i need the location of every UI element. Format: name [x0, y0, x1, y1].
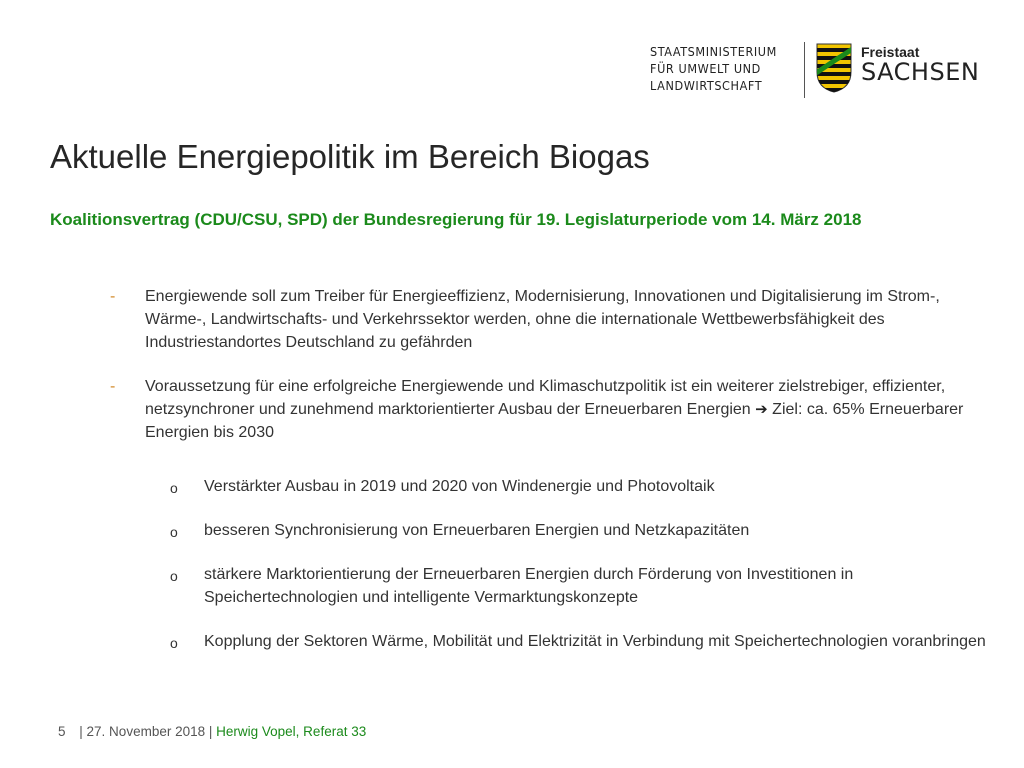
arrow-right-icon: ➔ — [755, 401, 768, 418]
sub-bullet-text: Kopplung der Sektoren Wärme, Mobilität und Elektrizität in Verbindung mit Speichertechnologien voranbringen — [204, 633, 986, 650]
ministry-line-1: STAATSMINISTERIUM — [650, 44, 777, 59]
state-name — [861, 42, 979, 84]
list-item — [170, 630, 1000, 653]
ministry-line-3: LANDWIRTSCHAFT — [650, 78, 763, 93]
footer-author: Herwig Vopel, Referat 33 — [216, 724, 367, 739]
bullet-list — [110, 285, 970, 465]
footer-date: | 27. November 2018 | — [79, 724, 213, 739]
header-logo — [650, 42, 979, 98]
list-item — [110, 375, 970, 444]
sub-bullet-text: besseren Synchronisierung von Erneuerbaren Energien und Netzkapazitäten — [204, 522, 750, 539]
sub-bullet-text: stärkere Marktorientierung der Erneuerbaren Energien durch Förderung von Investitionen in Speichertechnologien und intelligente Vermarktungskonzepte — [204, 566, 854, 606]
saxony-crest-icon — [815, 42, 853, 94]
state-large-label: SACHSEN — [861, 58, 980, 86]
subtitle: Koalitionsvertrag (CDU/CSU, SPD) der Bundesregierung für 19. Legislaturperiode vom 14. März 2018 — [50, 210, 862, 229]
page-number: 5 — [58, 724, 66, 739]
sub-bullet-marker: o — [170, 480, 178, 496]
bullet-text: Voraussetzung für eine erfolgreiche Energiewende und Klimaschutzpolitik ist ein weiterer zielstrebiger, effizienter, netzsynchroner und zunehmend marktorientierter Ausbau der Erneuerbaren Energien — [145, 378, 946, 418]
sub-bullet-marker: o — [170, 524, 178, 540]
ministry-name — [650, 42, 796, 94]
sub-bullet-list — [170, 475, 1000, 674]
ministry-line-2: FÜR UMWELT UND — [650, 61, 761, 76]
sub-bullet-text: Verstärkter Ausbau in 2019 und 2020 von Windenergie und Photovoltaik — [204, 478, 715, 495]
bullet-text: Energiewende soll zum Treiber für Energieeffizienz, Modernisierung, Innovationen und Digitalisierung im Strom-, Wärme-, Landwirtschafts- und Verkehrssektor werden, ohne die internationale Wettbewerbsfähigkeit des Industriestandortes Deutschland zu gefährden — [145, 288, 940, 351]
sub-bullet-marker: o — [170, 568, 178, 584]
page-title: Aktuelle Energiepolitik im Bereich Biogas — [50, 138, 650, 175]
list-item — [110, 285, 970, 354]
list-item — [170, 475, 1000, 498]
sub-bullet-marker: o — [170, 635, 178, 651]
bullet-marker: - — [110, 378, 116, 395]
bullet-text-goal: Ziel: ca. 65% Erneuerbarer Energien bis 2030 — [145, 401, 964, 441]
logo-divider — [804, 42, 805, 98]
state-small-label: Freistaat — [861, 44, 920, 60]
footer — [58, 724, 366, 739]
bullet-marker: - — [110, 288, 116, 305]
list-item — [170, 519, 1000, 542]
list-item — [170, 563, 1000, 609]
